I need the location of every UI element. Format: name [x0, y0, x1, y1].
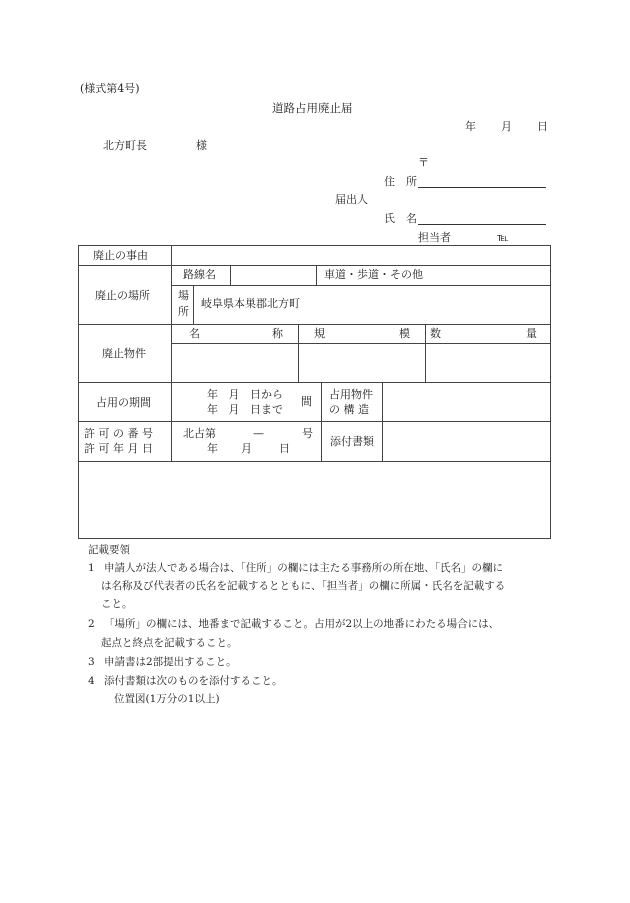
addressee-honorific: 様 — [196, 139, 207, 152]
permit-number-label: 許 可 の 番 号 — [84, 427, 153, 440]
period-to[interactable]: 年 月 日まで — [207, 403, 283, 416]
postal-mark: 〒 — [418, 156, 429, 169]
date-year-label: 年 — [465, 120, 476, 133]
address-label: 住 所 — [384, 175, 417, 188]
place-sub-label-bottom: 所 — [178, 305, 189, 318]
period-between: 間 — [301, 395, 312, 408]
place-sub-label-top: 場 — [178, 289, 189, 302]
permit-number-value[interactable]: 北占第 — 号 — [183, 427, 313, 440]
object-scale-field[interactable] — [299, 344, 424, 381]
object-label: 廃止物件 — [102, 347, 146, 360]
form-number: (様式第4号) — [80, 82, 140, 95]
document-title: 道路占用廃止届 — [272, 101, 353, 115]
note-2-line-2: 起点と終点を記載すること。 — [101, 637, 238, 649]
reason-label: 廃止の事由 — [93, 249, 148, 262]
note-3-line-1: 申請書は2部提出すること。 — [104, 656, 237, 668]
free-entry-area[interactable] — [79, 462, 550, 538]
period-label: 占用の期間 — [96, 396, 151, 409]
period-from[interactable]: 年 月 日から — [207, 388, 283, 401]
contact-label: 担当者 — [418, 231, 451, 244]
place-label: 廃止の場所 — [95, 289, 150, 302]
object-quantity-field[interactable] — [426, 344, 550, 381]
place-value[interactable]: 岐阜県本巣郡北方町 — [201, 297, 300, 310]
note-number-1: 1 — [88, 562, 95, 574]
date-month-label: 月 — [501, 120, 512, 133]
notes-heading: 記載要領 — [88, 544, 130, 556]
note-number-3: 3 — [88, 656, 95, 668]
note-sub-item: 位置図(1万分の1以上) — [114, 693, 220, 705]
name-field[interactable] — [418, 224, 546, 225]
note-2-line-1: 「場所」の欄には、地番まで記載すること。占用が2以上の地番にわたる場合には、 — [104, 618, 500, 630]
structure-label-top: 占用物件 — [329, 388, 373, 401]
reason-field[interactable] — [172, 246, 550, 264]
address-field[interactable] — [418, 187, 546, 188]
note-1-line-1: 申請人が法人である場合は、「住所」の欄には主たる事務所の所在地、「氏名」の欄に — [104, 562, 503, 574]
date-day-label: 日 — [537, 120, 548, 133]
telephone-icon: ℡ — [497, 231, 509, 244]
road-type-options[interactable]: 車道・歩道・その他 — [324, 268, 423, 281]
structure-label-bottom: の 構 造 — [329, 403, 369, 416]
attachments-label: 添付書類 — [330, 435, 374, 448]
applicant-label: 届出人 — [335, 193, 368, 206]
object-name-field[interactable] — [172, 344, 297, 381]
column-scale-header: 規 模 — [314, 327, 410, 340]
column-name-header: 名 称 — [189, 327, 283, 340]
note-number-2: 2 — [88, 618, 95, 630]
note-number-4: 4 — [88, 675, 95, 687]
permit-date-value[interactable]: 年 月 日 — [207, 442, 290, 455]
column-quantity-header: 数 量 — [430, 327, 537, 340]
permit-date-label: 許 可 年 月 日 — [84, 442, 153, 455]
route-name-field[interactable] — [231, 266, 315, 284]
note-1-line-2: は名称及び代表者の氏名を記載するとともに、「担当者」の欄に所属・氏名を記載する — [101, 580, 506, 592]
route-name-label: 路線名 — [183, 268, 216, 281]
name-label: 氏 名 — [384, 212, 417, 225]
attachments-field[interactable] — [383, 422, 550, 460]
addressee: 北方町長 — [103, 139, 147, 152]
note-4-line-1: 添付書類は次のものを添付すること。 — [104, 675, 283, 687]
note-1-line-3: こと。 — [101, 598, 133, 610]
structure-field[interactable] — [383, 383, 550, 420]
